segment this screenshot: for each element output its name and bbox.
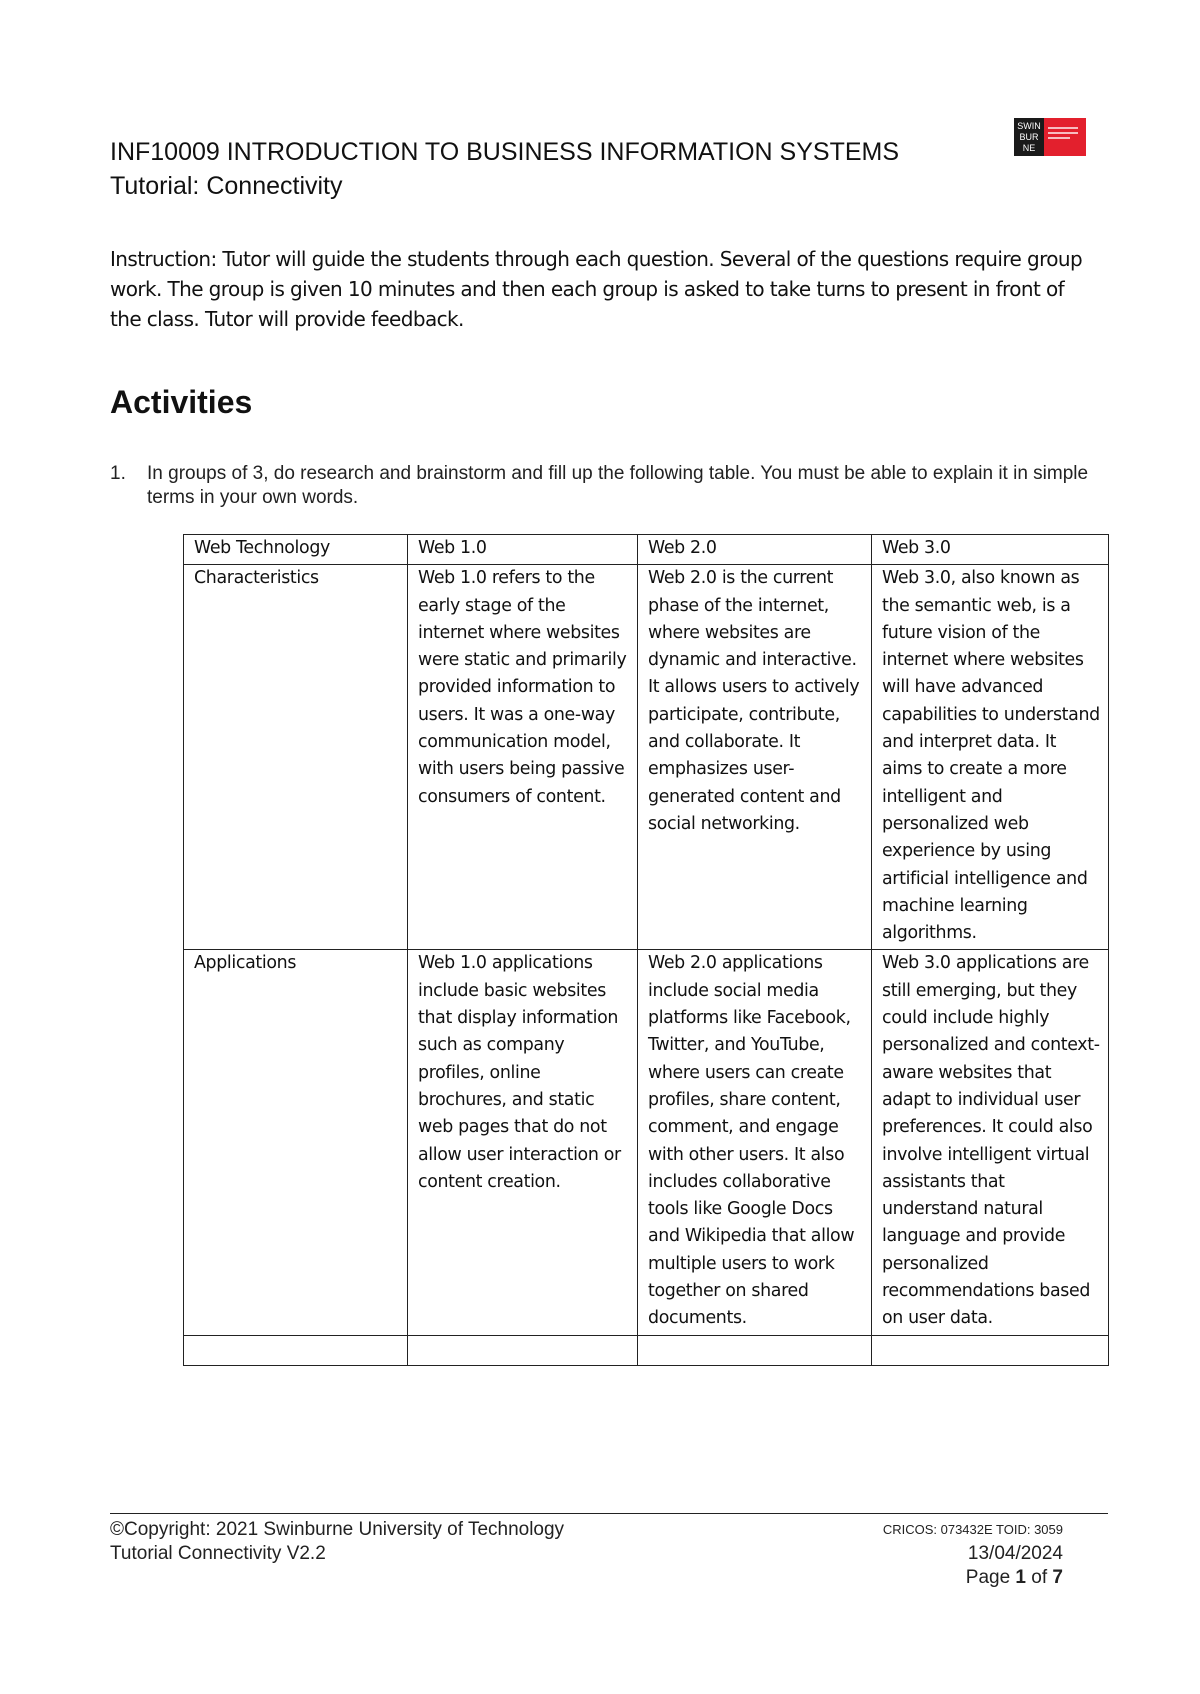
row-label: Characteristics [184, 565, 408, 950]
cricos-code: CRICOS: 073432E TOID: 3059 [882, 1522, 1063, 1537]
logo-text-line-2: BUR [1019, 132, 1039, 142]
table-cell: Web 2.0 applications include social media platforms like Facebook, Twitter, and YouTube, where users can create profiles, share content, comment, and engage with other users. It also includes collaborative tools like Google Docs and Wikipedia that allow multiple users to work together on shared documents. [638, 950, 872, 1335]
document-date: 13/04/2024 [967, 1543, 1063, 1564]
table-row [184, 950, 1109, 1335]
footer-right [883, 1518, 1063, 1590]
footer-left [110, 1518, 564, 1566]
table-row [184, 565, 1109, 950]
table-cell: Web 1.0 applications include basic websites that display information such as company profiles, online brochures, and static web pages that do not allow user interaction or content creation. [408, 950, 638, 1335]
activities-heading: Activities [110, 384, 253, 420]
table-header-cell: Web 1.0 [408, 535, 638, 565]
logo-tagline-bar [1048, 137, 1070, 139]
table-cell: Web 1.0 refers to the early stage of the internet where websites were static and primarily provided information to users. It was a one-way communication model, with users being passive consumers of content. [408, 565, 638, 950]
table-cell: Web 2.0 is the current phase of the internet, where websites are dynamic and interactive. It allows users to actively participate, contribute, and collaborate. It emphasizes user-generated content and social networking. [638, 565, 872, 950]
web-technology-table [183, 534, 1109, 1366]
question-text: In groups of 3, do research and brainstorm and fill up the following table. You must be able to explain it in simple terms in your own words. [147, 463, 1089, 508]
row-label: Applications [184, 950, 408, 1335]
instruction-text: Instruction: Tutor will guide the students through each question. Several of the questions require group work. The group is given 10 minutes and then each group is asked to take turns to present in front of the class. Tutor will provide feedback. [110, 247, 1083, 331]
table-cell: Web 3.0, also known as the semantic web, is a future vision of the internet where websites will have advanced capabilities to understand and interpret data. It aims to create a more intelligent and personalized web experience by using artificial intelligence and machine learning algorithms. [872, 565, 1109, 950]
empty-cell [408, 1335, 638, 1365]
copyright-text: ©Copyright: 2021 Swinburne University of Technology [110, 1519, 565, 1540]
page-word: Page [965, 1567, 1011, 1588]
page-current: 1 [1015, 1567, 1026, 1588]
tutorial-subtitle: Tutorial: Connectivity [110, 172, 343, 200]
empty-cell [184, 1335, 408, 1365]
swinburne-logo [1014, 118, 1086, 156]
table-header-cell: Web Technology [184, 535, 408, 565]
question-number: 1. [110, 463, 126, 484]
table-cell: Web 3.0 applications are still emerging, but they could include highly personalized and context-aware websites that adapt to individual user preferences. It could also involve intelligent virtual assistants that understand natural language and provide personalized recommendations based on user data. [872, 950, 1109, 1335]
logo-tagline-bar [1048, 132, 1078, 134]
page-of: of [1031, 1567, 1048, 1588]
empty-cell [872, 1335, 1109, 1365]
empty-table-row [184, 1335, 1109, 1365]
page-number [883, 1566, 1063, 1590]
table-header-cell: Web 2.0 [638, 535, 872, 565]
table-header-cell: Web 3.0 [872, 535, 1109, 565]
table-header-row [184, 535, 1109, 565]
logo-tagline-bar [1048, 127, 1078, 129]
page-total: 7 [1052, 1567, 1063, 1588]
document-version: Tutorial Connectivity V2.2 [110, 1543, 326, 1564]
logo-text-line-1: SWIN [1017, 121, 1041, 131]
logo-text-line-3: NE [1022, 143, 1036, 153]
footer-divider [110, 1513, 1108, 1514]
empty-cell [638, 1335, 872, 1365]
course-title: INF10009 INTRODUCTION TO BUSINESS INFORMATION SYSTEMS [110, 138, 900, 166]
